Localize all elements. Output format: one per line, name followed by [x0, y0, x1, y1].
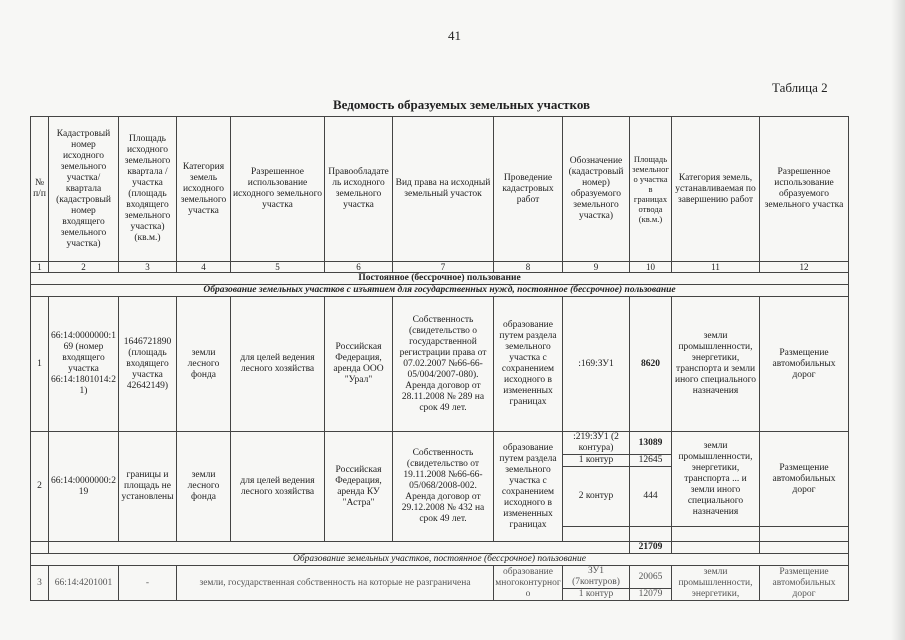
- plot-designation: :219:ЗУ1 (2 контура): [563, 432, 630, 455]
- page-number: 41: [448, 28, 461, 43]
- source-area: границы и площадь не установлены: [119, 432, 177, 542]
- merged-land-description: земли, государственная собственность на которые не разграничена: [177, 566, 494, 601]
- subtotal-row: [31, 542, 849, 554]
- column-number: 4: [177, 262, 231, 273]
- cadastral-number: 66:14:4201001: [49, 566, 119, 601]
- empty-cell: [760, 542, 849, 554]
- section-title: Постоянное (бессрочное) пользование: [31, 273, 849, 285]
- empty-cell: [672, 527, 760, 542]
- permitted-use: для целей ведения лесного хозяйства: [231, 297, 325, 432]
- new-use: Размещение автомобильных дорог: [760, 566, 849, 601]
- column-number-row: [31, 262, 849, 273]
- owner: Российская Федерация, аренда ООО "Урал": [325, 297, 393, 432]
- column-number: 3: [119, 262, 177, 273]
- plot-designation: ЗУ1 (7контуров): [563, 566, 630, 589]
- column-number: 8: [494, 262, 563, 273]
- contour-label: 2 контур: [563, 467, 630, 527]
- header-row: [31, 117, 849, 262]
- subsection-title: Образование земельных участков с изъятием для государственных нужд, постоянное (бессрочное) пользование: [31, 285, 849, 297]
- row-number: 3: [31, 566, 49, 601]
- subsection-title-row: [31, 554, 849, 566]
- subsection-title: Образование земельных участков, постоянное (бессрочное) пользование: [31, 554, 849, 566]
- contour-area: 444: [630, 467, 672, 527]
- land-plots-table: [30, 116, 849, 601]
- cadastral-number: 66:14:0000000:219: [49, 432, 119, 542]
- column-number: 2: [49, 262, 119, 273]
- empty-cell: [49, 542, 630, 554]
- table-row: [31, 297, 849, 432]
- source-area: 1646721890 (площадь входящего участка 42642149): [119, 297, 177, 432]
- cadastral-works: образование путем раздела земельного участка с сохранением исходного в измененных границах: [494, 432, 563, 542]
- column-number: 6: [325, 262, 393, 273]
- header-cell-designation: Обозначение (кадастровый номер) образуемого земельного участка): [563, 117, 630, 262]
- header-cell-category: Категория земель исходного земельного участка: [177, 117, 231, 262]
- right-type: Собственность (свидетельство от 19.11.2008 №66-66-05/068/2008-002. Аренда договор от 29.12.2008 № 432 на срок 49 лет.: [393, 432, 494, 542]
- plot-designation: :169:ЗУ1: [563, 297, 630, 432]
- header-cell-use: Разрешенное использование исходного земельного участка: [231, 117, 325, 262]
- plot-area: 8620: [630, 297, 672, 432]
- column-number: 1: [31, 262, 49, 273]
- owner: Российская Федерация, аренда КУ "Астра": [325, 432, 393, 542]
- land-category: земли лесного фонда: [177, 297, 231, 432]
- column-number: 11: [672, 262, 760, 273]
- new-category: земли промышленности, энергетики, транспорта и земли иного специального назначения: [672, 297, 760, 432]
- header-cell-new-category: Категория земель, устанавливаемая по завершению работ: [672, 117, 760, 262]
- right-type: Собственность (свидетельство о государственной регистрации права от 07.02.2007 №66-66-05/004/2007-080). Аренда договор от 28.11.2008 № 289 на срок 49 лет.: [393, 297, 494, 432]
- subtotal-area: 21709: [630, 542, 672, 554]
- header-cell-works: Проведение кадастровых работ: [494, 117, 563, 262]
- cadastral-works: образование путем раздела земельного участка с сохранением исходного в измененных границах: [494, 297, 563, 432]
- empty-cell: [672, 542, 760, 554]
- header-cell-right: Вид права на исходный земельный участок: [393, 117, 494, 262]
- empty-cell: [31, 542, 49, 554]
- column-number: 10: [630, 262, 672, 273]
- empty-cell: [563, 527, 630, 542]
- new-category: земли промышленности, энергетики,: [672, 566, 760, 601]
- land-category: земли лесного фонда: [177, 432, 231, 542]
- header-cell-new-use: Разрешенное использование образуемого земельного участка: [760, 117, 849, 262]
- contour-label: 1 контур: [563, 455, 630, 467]
- row-number: 2: [31, 432, 49, 542]
- new-use: Размещение автомобильных дорог: [760, 297, 849, 432]
- page-edge-shadow: [891, 0, 905, 640]
- header-cell-area: Площадь исходного земельного квартала /участка (площадь входящего земельного участка) (кв.м.): [119, 117, 177, 262]
- permitted-use: для целей ведения лесного хозяйства: [231, 432, 325, 542]
- plot-area: 20065: [630, 566, 672, 589]
- section-title-row: [31, 273, 849, 285]
- table-row: [31, 432, 849, 455]
- cadastral-works: образование многоконтурного: [495, 566, 561, 599]
- column-number: 12: [760, 262, 849, 273]
- plot-area: 13089: [630, 432, 672, 455]
- subsection-title-row: [31, 285, 849, 297]
- new-category: земли промышленности, энергетики, транспорта ... и земли иного специального назначения: [672, 432, 760, 527]
- document-title: Ведомость образуемых земельных участков: [333, 97, 591, 112]
- column-number: 5: [231, 262, 325, 273]
- column-number: 7: [393, 262, 494, 273]
- header-cell-new-area: Площадь земельного участка в границах отвода (кв.м.): [630, 117, 672, 262]
- column-number: 9: [563, 262, 630, 273]
- header-cell-num: № п/п: [31, 117, 49, 262]
- land-plots-table-wrapper: [30, 116, 848, 601]
- contour-area: 12079: [630, 589, 672, 601]
- source-area: -: [119, 566, 177, 601]
- table-label: Таблица 2: [772, 80, 828, 95]
- empty-cell: [760, 527, 849, 542]
- cadastral-number: 66:14:0000000:169 (номер входящего участка 66:14:1801014:21): [49, 297, 119, 432]
- contour-area: 12645: [630, 455, 672, 467]
- table-row: [31, 566, 849, 589]
- empty-cell: [630, 527, 672, 542]
- contour-label: 1 контур: [563, 589, 630, 601]
- new-use: Размещение автомобильных дорог: [760, 432, 849, 527]
- row-number: 1: [31, 297, 49, 432]
- header-cell-cadastral: Кадастровый номер исходного земельного участка/квартала (кадастровый номер входящего земельного участка): [49, 117, 119, 262]
- header-cell-owner: Правообладатель исходного земельного участка: [325, 117, 393, 262]
